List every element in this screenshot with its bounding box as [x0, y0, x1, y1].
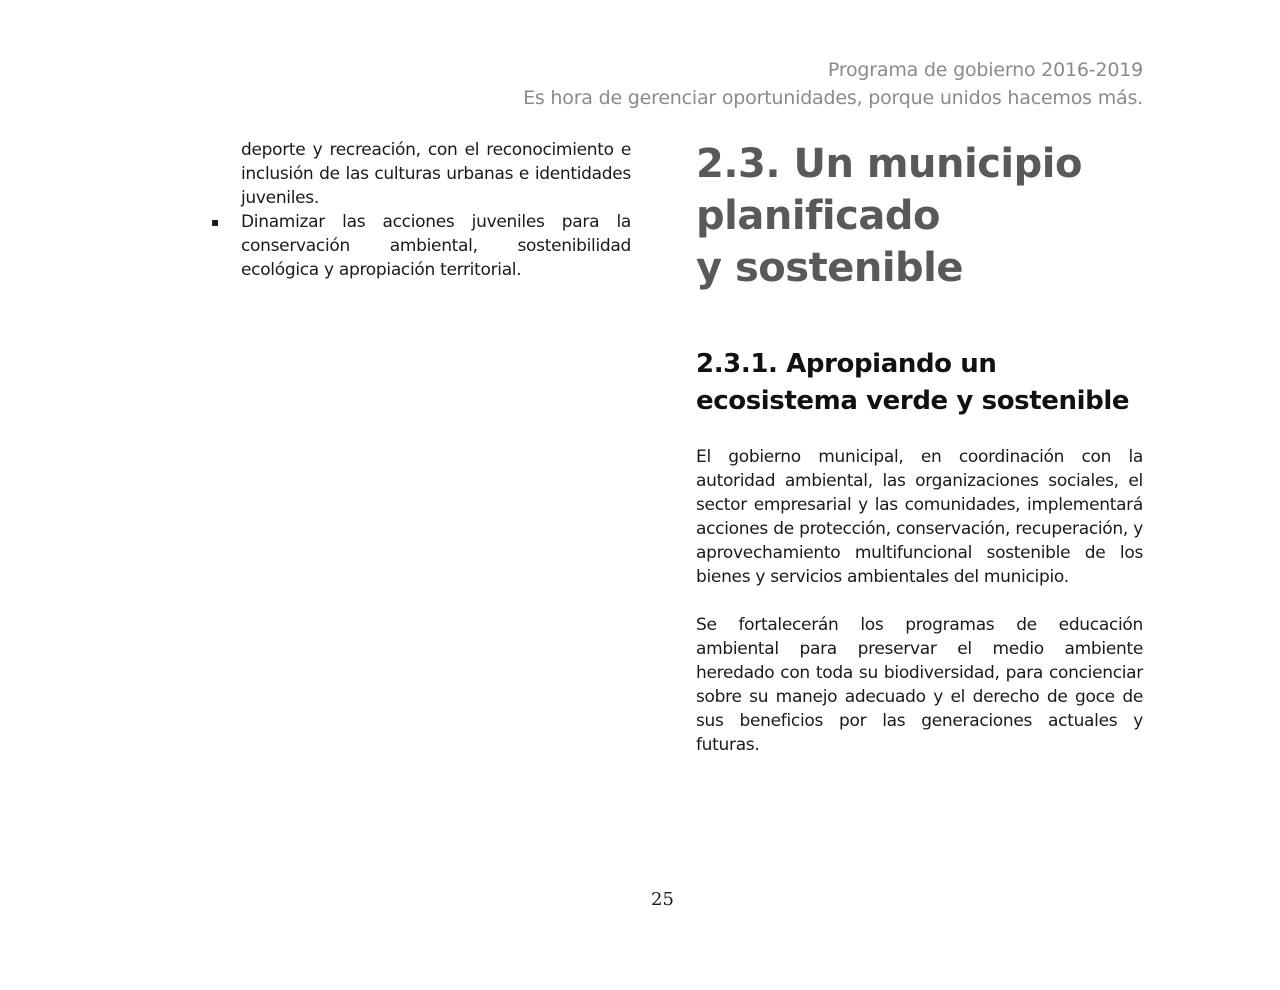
body-paragraph-1: El gobierno municipal, en coordinación con la autoridad ambiental, las organizaciones sociales, el sector empresarial y las comunidades, implementará acciones de protección, conservación, recuperación, y aprovechamiento multifuncional sostenible de los bienes y servicios ambientales del municipio.	[696, 447, 1143, 587]
square-bullet-icon: ▪	[211, 215, 219, 229]
right-column	[696, 138, 1143, 757]
section-heading-line-3: y sostenible	[696, 245, 964, 291]
section-heading-line-1: 2.3. Un municipio	[696, 141, 1082, 187]
header-program-title: Programa de gobierno 2016-2019	[827, 59, 1143, 81]
section-heading-line-2: planificado	[696, 193, 940, 239]
subsection-heading-line-1: 2.3.1. Apropiando un	[696, 349, 997, 379]
continuation-paragraph: deporte y recreación, con el reconocimiento e inclusión de las culturas urbanas e identidades juveniles.	[241, 140, 631, 208]
section-heading	[696, 138, 1143, 294]
left-column	[211, 138, 631, 282]
running-header	[523, 56, 1143, 112]
bullet-text: Dinamizar las acciones juveniles para la conservación ambiental, sostenibilidad ecológica y apropiación territorial.	[241, 212, 631, 280]
subsection-heading	[696, 346, 1143, 420]
header-slogan: Es hora de gerenciar oportunidades, porque unidos hacemos más.	[523, 87, 1143, 109]
subsection-heading-line-2: ecosistema verde y sostenible	[696, 386, 1130, 416]
page-number: 25	[651, 889, 674, 910]
bullet-list-item	[211, 210, 631, 282]
body-paragraph-2: Se fortalecerán los programas de educación ambiental para preservar el medio ambiente heredado con toda su biodiversidad, para concienciar sobre su manejo adecuado y el derecho de goce de sus beneficios por las generaciones actuales y futuras.	[696, 615, 1143, 755]
